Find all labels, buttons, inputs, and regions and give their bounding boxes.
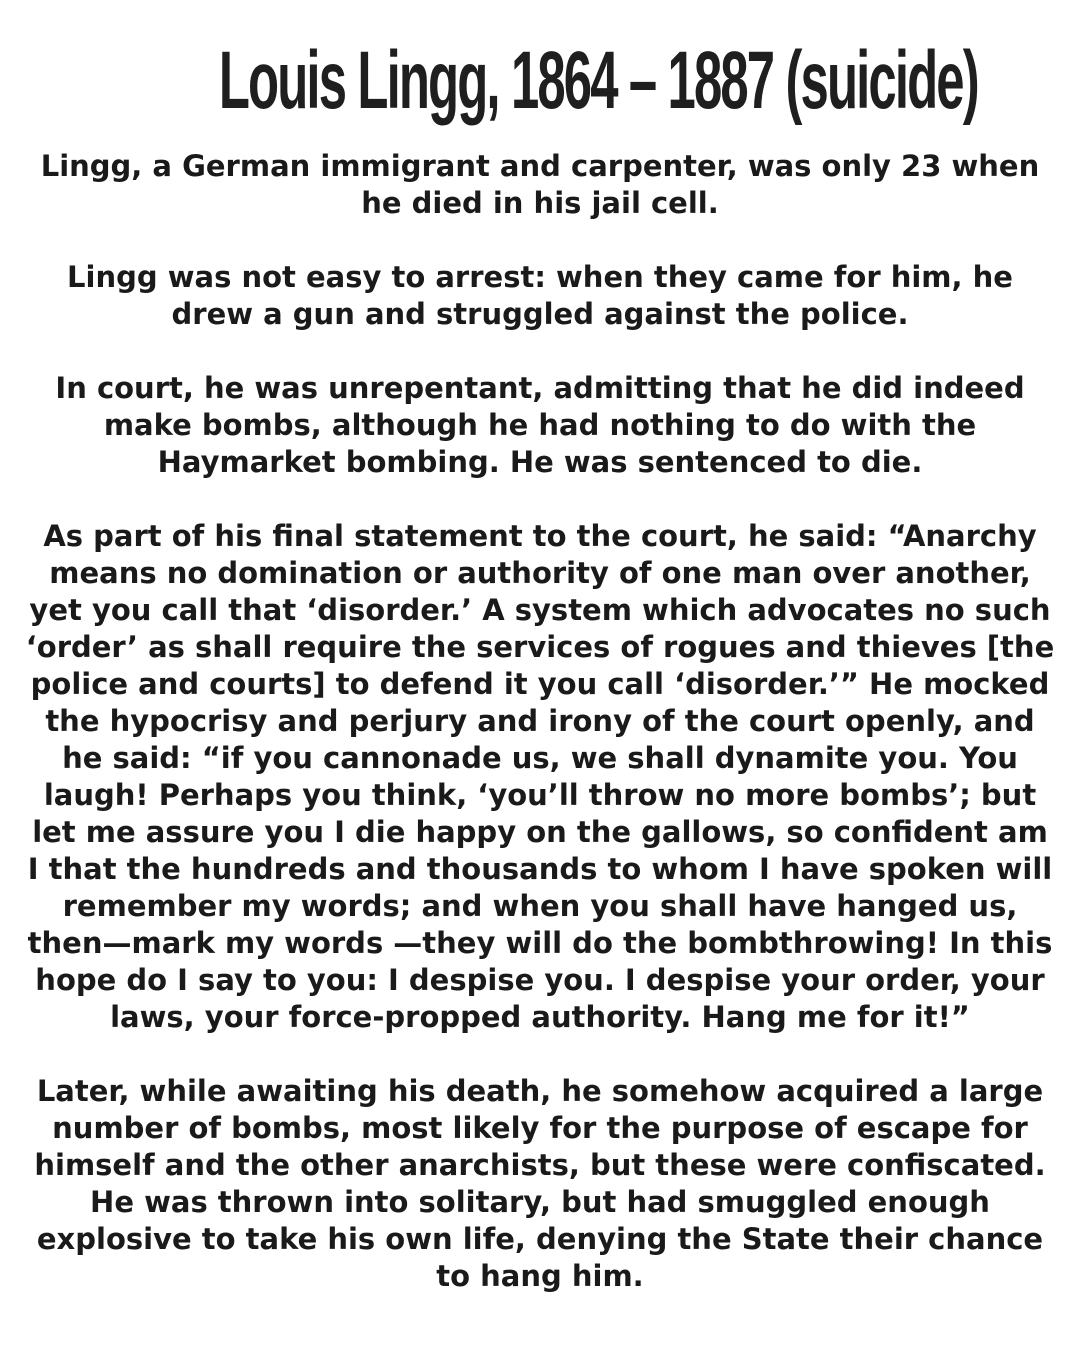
paragraph-arrest: Lingg was not easy to arrest: when they came for him, he drew a gun and struggled against the police. [67, 260, 1013, 331]
paragraph-intro: Lingg, a German immigrant and carpenter, was only 23 when he died in his jail cell. [40, 149, 1040, 220]
paragraph-death: Later, while awaiting his death, he somehow acquired a large number of bombs, most likely for the purpose of escape for himself and the other anarchists, but these were confiscated. He was thrown into solitary, but had smuggled enough explosive to take his own life, denying the State their chance to hang him. [34, 1074, 1046, 1293]
page-title: Louis Lingg, 1864 – 1887 (suicide) [218, 35, 978, 126]
body-text [22, 148, 1058, 1295]
paragraph-court: In court, he was unrepentant, admitting that he did indeed make bombs, although he had nothing to do with the Haymarket bombing. He was sentenced to die. [55, 371, 1025, 479]
paragraph-final-statement: As part of his final statement to the court, he said: “Anarchy means no domination or authority of one man over another, yet you call that ‘disorder.’ A system which advocates no such ‘order’ as shall require the services of rogues and thieves [the police and courts] to defend it you call ‘disorder.’” He mocked the hypocrisy and perjury and irony of the court openly, and he said: “if you cannonade us, we shall dynamite you. You laugh! Perhaps you think, ‘you’ll throw no more bombs’; but let me assure you I die happy on the gallows, so confident am I that the hundreds and thousands to whom I have spoken will remember my words; and when you shall have hanged us, then—mark my words —they will do the bombthrowing! In this hope do I say to you: I despise you. I despise your order, your laws, your force-propped authority. Hang me for it!” [25, 519, 1055, 1034]
